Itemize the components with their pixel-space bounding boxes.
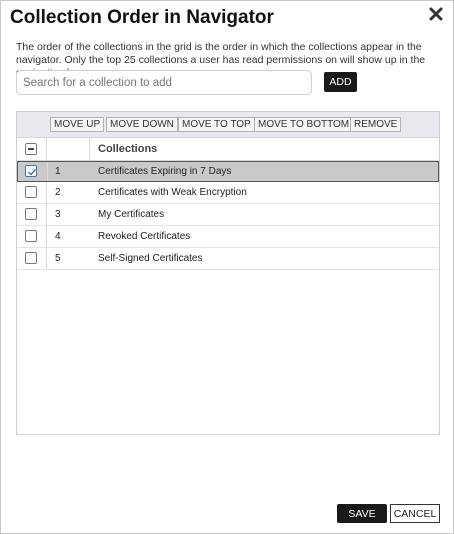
save-button[interactable]: SAVE — [337, 504, 387, 523]
row-checkbox[interactable] — [25, 165, 37, 177]
collection-row[interactable] — [17, 204, 439, 226]
collection-row[interactable] — [17, 182, 439, 204]
cancel-button[interactable]: CANCEL — [390, 504, 440, 523]
grid-rows — [17, 161, 439, 270]
row-collection-name: My Certificates — [98, 209, 165, 220]
close-icon[interactable] — [428, 6, 444, 22]
collection-row[interactable] — [17, 161, 439, 182]
move-to-top-button[interactable]: MOVE TO TOP — [178, 117, 255, 132]
grid-toolbar — [17, 112, 439, 138]
dialog-title: Collection Order in Navigator — [10, 7, 274, 28]
collections-column-header[interactable]: Collections — [89, 138, 157, 160]
grid-header — [17, 138, 439, 161]
select-all-checkbox[interactable] — [25, 143, 37, 155]
collections-grid — [16, 111, 440, 435]
remove-button[interactable]: REMOVE — [350, 117, 401, 132]
move-up-button[interactable]: MOVE UP — [50, 117, 104, 132]
row-collection-name: Self-Signed Certificates — [98, 253, 203, 264]
row-collection-name: Certificates with Weak Encryption — [98, 187, 247, 198]
move-to-bottom-button[interactable]: MOVE TO BOTTOM — [254, 117, 353, 132]
checkmark-icon — [26, 166, 38, 178]
row-order-number: 1 — [55, 166, 61, 177]
collection-row[interactable] — [17, 248, 439, 270]
collection-search-input[interactable] — [16, 70, 312, 95]
dialog-description: The order of the collections in the grid is the order in which the collections appear in the navigator. Only the top 25 collections a user has read permissions on will show up in the — [16, 41, 426, 66]
collection-row[interactable] — [17, 226, 439, 248]
row-checkbox[interactable] — [25, 186, 37, 198]
row-checkbox[interactable] — [25, 230, 37, 242]
row-order-number: 5 — [55, 253, 61, 264]
row-checkbox[interactable] — [25, 208, 37, 220]
row-order-number: 4 — [55, 231, 61, 242]
row-collection-name: Certificates Expiring in 7 Days — [98, 166, 232, 177]
row-collection-name: Revoked Certificates — [98, 231, 191, 242]
move-down-button[interactable]: MOVE DOWN — [106, 117, 178, 132]
add-button[interactable]: ADD — [324, 72, 357, 92]
row-order-number: 2 — [55, 187, 61, 198]
row-checkbox[interactable] — [25, 252, 37, 264]
row-order-number: 3 — [55, 209, 61, 220]
